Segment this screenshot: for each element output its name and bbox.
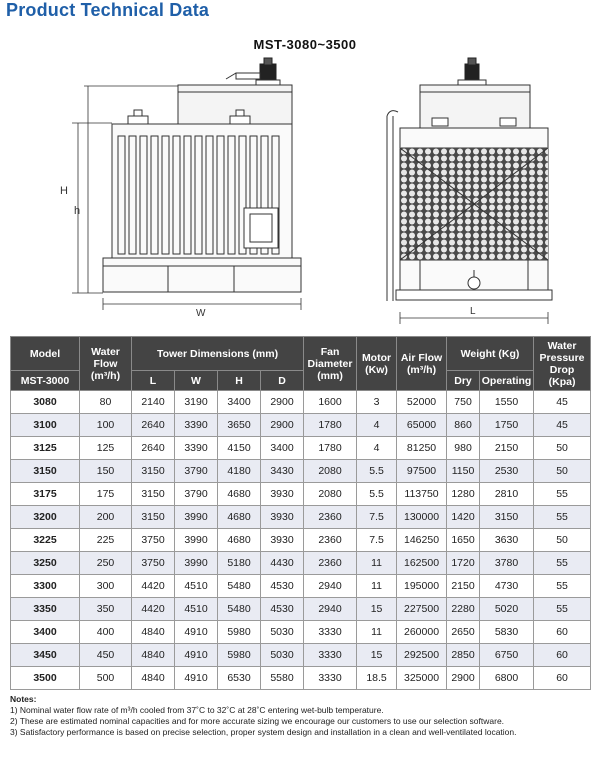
table-cell: 7.5 xyxy=(357,529,397,552)
model-header: Model xyxy=(11,337,80,371)
table-row xyxy=(11,483,591,506)
table-cell: 5180 xyxy=(218,552,261,575)
weight-operating-header: Operating xyxy=(480,371,534,391)
table-cell: 1750 xyxy=(480,414,534,437)
model-cell: 3150 xyxy=(11,460,80,483)
table-cell: 250 xyxy=(80,552,132,575)
table-cell: 3150 xyxy=(480,506,534,529)
table-cell: 7.5 xyxy=(357,506,397,529)
weight-header: Weight (Kg) xyxy=(447,337,534,371)
table-cell: 3390 xyxy=(175,437,218,460)
table-cell: 3330 xyxy=(304,621,357,644)
table-cell: 50 xyxy=(534,460,591,483)
table-row xyxy=(11,414,591,437)
table-cell: 4420 xyxy=(132,575,175,598)
table-cell: 2080 xyxy=(304,460,357,483)
table-cell: 450 xyxy=(80,644,132,667)
fan-diameter-unit: (mm) xyxy=(317,369,343,382)
weight-dry-header: Dry xyxy=(447,371,480,391)
table-cell: 3930 xyxy=(261,529,304,552)
table-cell: 5030 xyxy=(261,644,304,667)
table-cell: 3930 xyxy=(261,483,304,506)
table-cell: 2280 xyxy=(447,598,480,621)
table-cell: 1600 xyxy=(304,391,357,414)
table-cell: 5580 xyxy=(261,667,304,690)
model-cell: 3350 xyxy=(11,598,80,621)
table-cell: 55 xyxy=(534,598,591,621)
model-cell: 3250 xyxy=(11,552,80,575)
table-cell: 3790 xyxy=(175,460,218,483)
table-cell: 4680 xyxy=(218,506,261,529)
water-flow-unit: (m³/h) xyxy=(90,369,121,382)
table-cell: 100 xyxy=(80,414,132,437)
model-cell: 3100 xyxy=(11,414,80,437)
pressure-drop-unit: (Kpa) xyxy=(548,375,576,388)
table-row xyxy=(11,598,591,621)
table-cell: 150 xyxy=(80,460,132,483)
table-cell: 3400 xyxy=(261,437,304,460)
table-cell: 325000 xyxy=(397,667,447,690)
table-row xyxy=(11,529,591,552)
table-cell: 292500 xyxy=(397,644,447,667)
table-cell: 2360 xyxy=(304,529,357,552)
table-cell: 60 xyxy=(534,667,591,690)
model-cell: 3175 xyxy=(11,483,80,506)
fan-diameter-label: Fan Diameter xyxy=(307,345,353,370)
notes-title: Notes: xyxy=(10,694,37,704)
table-cell: 2360 xyxy=(304,506,357,529)
table-cell: 5830 xyxy=(480,621,534,644)
table-cell: 60 xyxy=(534,621,591,644)
table-cell: 1650 xyxy=(447,529,480,552)
model-cell: 3080 xyxy=(11,391,80,414)
label-W: W xyxy=(196,308,206,319)
note-2: 2) These are estimated nominal capacities and for more accurate sizing we encourage our customers to use our selection software. xyxy=(10,716,505,726)
table-cell: 52000 xyxy=(397,391,447,414)
front-view xyxy=(72,58,301,310)
table-cell: 1550 xyxy=(480,391,534,414)
table-cell: 6530 xyxy=(218,667,261,690)
table-cell: 3400 xyxy=(218,391,261,414)
fill-pack-pattern xyxy=(400,148,548,260)
table-cell: 4840 xyxy=(132,644,175,667)
table-cell: 2900 xyxy=(447,667,480,690)
model-cell: 3300 xyxy=(11,575,80,598)
table-cell: 15 xyxy=(357,644,397,667)
table-cell: 45 xyxy=(534,414,591,437)
table-cell: 3190 xyxy=(175,391,218,414)
table-cell: 3650 xyxy=(218,414,261,437)
table-cell: 3330 xyxy=(304,644,357,667)
table-cell: 4910 xyxy=(175,667,218,690)
table-cell: 4910 xyxy=(175,644,218,667)
table-cell: 1780 xyxy=(304,437,357,460)
table-cell: 2150 xyxy=(447,575,480,598)
table-cell: 2530 xyxy=(480,460,534,483)
table-cell: 2140 xyxy=(132,391,175,414)
table-cell: 5020 xyxy=(480,598,534,621)
table-cell: 113750 xyxy=(397,483,447,506)
water-flow-label: Water Flow xyxy=(91,345,120,370)
table-row xyxy=(11,644,591,667)
label-L: L xyxy=(470,306,476,317)
table-cell: 2640 xyxy=(132,437,175,460)
table-cell: 1150 xyxy=(447,460,480,483)
table-cell: 6750 xyxy=(480,644,534,667)
dim-l-header: L xyxy=(132,371,175,391)
table-cell: 3330 xyxy=(304,667,357,690)
table-cell: 4 xyxy=(357,437,397,460)
table-cell: 3 xyxy=(357,391,397,414)
table-cell: 3930 xyxy=(261,506,304,529)
table-cell: 5030 xyxy=(261,621,304,644)
table-cell: 2640 xyxy=(132,414,175,437)
dim-h-header: H xyxy=(218,371,261,391)
table-cell: 200 xyxy=(80,506,132,529)
table-cell: 4730 xyxy=(480,575,534,598)
air-flow-unit: (m³/h) xyxy=(406,363,437,376)
table-cell: 11 xyxy=(357,552,397,575)
notes xyxy=(10,694,600,738)
table-cell: 4840 xyxy=(132,621,175,644)
table-cell: 4420 xyxy=(132,598,175,621)
table-body xyxy=(11,391,591,690)
table-cell: 55 xyxy=(534,552,591,575)
table-cell: 2850 xyxy=(447,644,480,667)
model-cell: 3400 xyxy=(11,621,80,644)
model-series-header: MST-3000 xyxy=(11,371,80,391)
technical-data-table xyxy=(10,336,591,690)
table-cell: 4910 xyxy=(175,621,218,644)
table-cell: 80 xyxy=(80,391,132,414)
pressure-drop-header xyxy=(534,337,591,391)
table-cell: 130000 xyxy=(397,506,447,529)
table-cell: 2900 xyxy=(261,414,304,437)
table-cell: 4510 xyxy=(175,598,218,621)
table-cell: 500 xyxy=(80,667,132,690)
table-row xyxy=(11,391,591,414)
table-cell: 400 xyxy=(80,621,132,644)
table-cell: 2650 xyxy=(447,621,480,644)
model-cell: 3200 xyxy=(11,506,80,529)
table-cell: 175 xyxy=(80,483,132,506)
table-row xyxy=(11,575,591,598)
water-flow-header xyxy=(80,337,132,391)
model-range-title: MST-3080~3500 xyxy=(253,37,357,52)
table-cell: 3750 xyxy=(132,552,175,575)
table-cell: 3990 xyxy=(175,552,218,575)
table-cell: 4840 xyxy=(132,667,175,690)
table-cell: 11 xyxy=(357,621,397,644)
table-cell: 60 xyxy=(534,644,591,667)
note-3: 3) Satisfactory performance is based on precise selection, proper system design and installation in a clean and well-ventilated location. xyxy=(10,727,517,737)
table-cell: 4530 xyxy=(261,598,304,621)
dim-d-header: D xyxy=(261,371,304,391)
model-cell: 3225 xyxy=(11,529,80,552)
tower-dimensions-header: Tower Dimensions (mm) xyxy=(132,337,304,371)
table-cell: 2900 xyxy=(261,391,304,414)
table-cell: 4530 xyxy=(261,575,304,598)
table-cell: 3150 xyxy=(132,506,175,529)
table-cell: 125 xyxy=(80,437,132,460)
table-cell: 350 xyxy=(80,598,132,621)
label-H: H xyxy=(60,185,68,197)
table-cell: 2360 xyxy=(304,552,357,575)
table-cell: 50 xyxy=(534,529,591,552)
table-cell: 3990 xyxy=(175,506,218,529)
motor-header xyxy=(357,337,397,391)
table-cell: 1420 xyxy=(447,506,480,529)
table-cell: 4 xyxy=(357,414,397,437)
table-cell: 4430 xyxy=(261,552,304,575)
table-cell: 227500 xyxy=(397,598,447,621)
model-cell: 3500 xyxy=(11,667,80,690)
table-cell: 55 xyxy=(534,575,591,598)
label-h: h xyxy=(74,205,81,217)
table-cell: 5980 xyxy=(218,621,261,644)
table-row xyxy=(11,667,591,690)
table-cell: 97500 xyxy=(397,460,447,483)
table-cell: 4180 xyxy=(218,460,261,483)
table-cell: 750 xyxy=(447,391,480,414)
table-cell: 81250 xyxy=(397,437,447,460)
table-row xyxy=(11,437,591,460)
table-cell: 50 xyxy=(534,437,591,460)
table-cell: 1280 xyxy=(447,483,480,506)
table-cell: 45 xyxy=(534,391,591,414)
table-cell: 6800 xyxy=(480,667,534,690)
table-cell: 5.5 xyxy=(357,483,397,506)
table-cell: 5480 xyxy=(218,598,261,621)
table-cell: 2150 xyxy=(480,437,534,460)
note-1: 1) Nominal water flow rate of m³/h cooled from 37˚C to 32˚C at 28˚C entering wet-bulb temperature. xyxy=(10,705,384,715)
table-cell: 2080 xyxy=(304,483,357,506)
table-row xyxy=(11,506,591,529)
table-cell: 3780 xyxy=(480,552,534,575)
fan-diameter-header xyxy=(304,337,357,391)
table-cell: 4150 xyxy=(218,437,261,460)
air-flow-header xyxy=(397,337,447,391)
table-row xyxy=(11,460,591,483)
page-title: Product Technical Data xyxy=(6,0,210,20)
table-cell: 3430 xyxy=(261,460,304,483)
table-cell: 2810 xyxy=(480,483,534,506)
pressure-drop-label: Water Pressure Drop xyxy=(539,339,585,376)
table-cell: 5980 xyxy=(218,644,261,667)
table-cell: 162500 xyxy=(397,552,447,575)
table-cell: 2940 xyxy=(304,575,357,598)
air-flow-label: Air Flow xyxy=(400,351,443,364)
table-cell: 11 xyxy=(357,575,397,598)
table-cell: 3750 xyxy=(132,529,175,552)
motor-unit: (Kw) xyxy=(365,363,388,376)
table-cell: 55 xyxy=(534,506,591,529)
table-cell: 2940 xyxy=(304,598,357,621)
table-cell: 5480 xyxy=(218,575,261,598)
table-cell: 15 xyxy=(357,598,397,621)
table-cell: 3990 xyxy=(175,529,218,552)
table-cell: 1720 xyxy=(447,552,480,575)
table-cell: 860 xyxy=(447,414,480,437)
motor-label: Motor xyxy=(361,351,392,364)
table-cell: 3630 xyxy=(480,529,534,552)
table-cell: 300 xyxy=(80,575,132,598)
table-cell: 4680 xyxy=(218,529,261,552)
table-cell: 5.5 xyxy=(357,460,397,483)
table-cell: 18.5 xyxy=(357,667,397,690)
table-row xyxy=(11,621,591,644)
table-cell: 4680 xyxy=(218,483,261,506)
table-cell: 225 xyxy=(80,529,132,552)
table-cell: 980 xyxy=(447,437,480,460)
table-cell: 3390 xyxy=(175,414,218,437)
table-cell: 1780 xyxy=(304,414,357,437)
dim-w-header: W xyxy=(175,371,218,391)
table-cell: 3150 xyxy=(132,460,175,483)
table-cell: 146250 xyxy=(397,529,447,552)
table-cell: 3150 xyxy=(132,483,175,506)
model-cell: 3125 xyxy=(11,437,80,460)
table-cell: 65000 xyxy=(397,414,447,437)
table-cell: 260000 xyxy=(397,621,447,644)
table-cell: 3790 xyxy=(175,483,218,506)
table-cell: 55 xyxy=(534,483,591,506)
table-row xyxy=(11,552,591,575)
model-cell: 3450 xyxy=(11,644,80,667)
table-cell: 195000 xyxy=(397,575,447,598)
table-cell: 4510 xyxy=(175,575,218,598)
